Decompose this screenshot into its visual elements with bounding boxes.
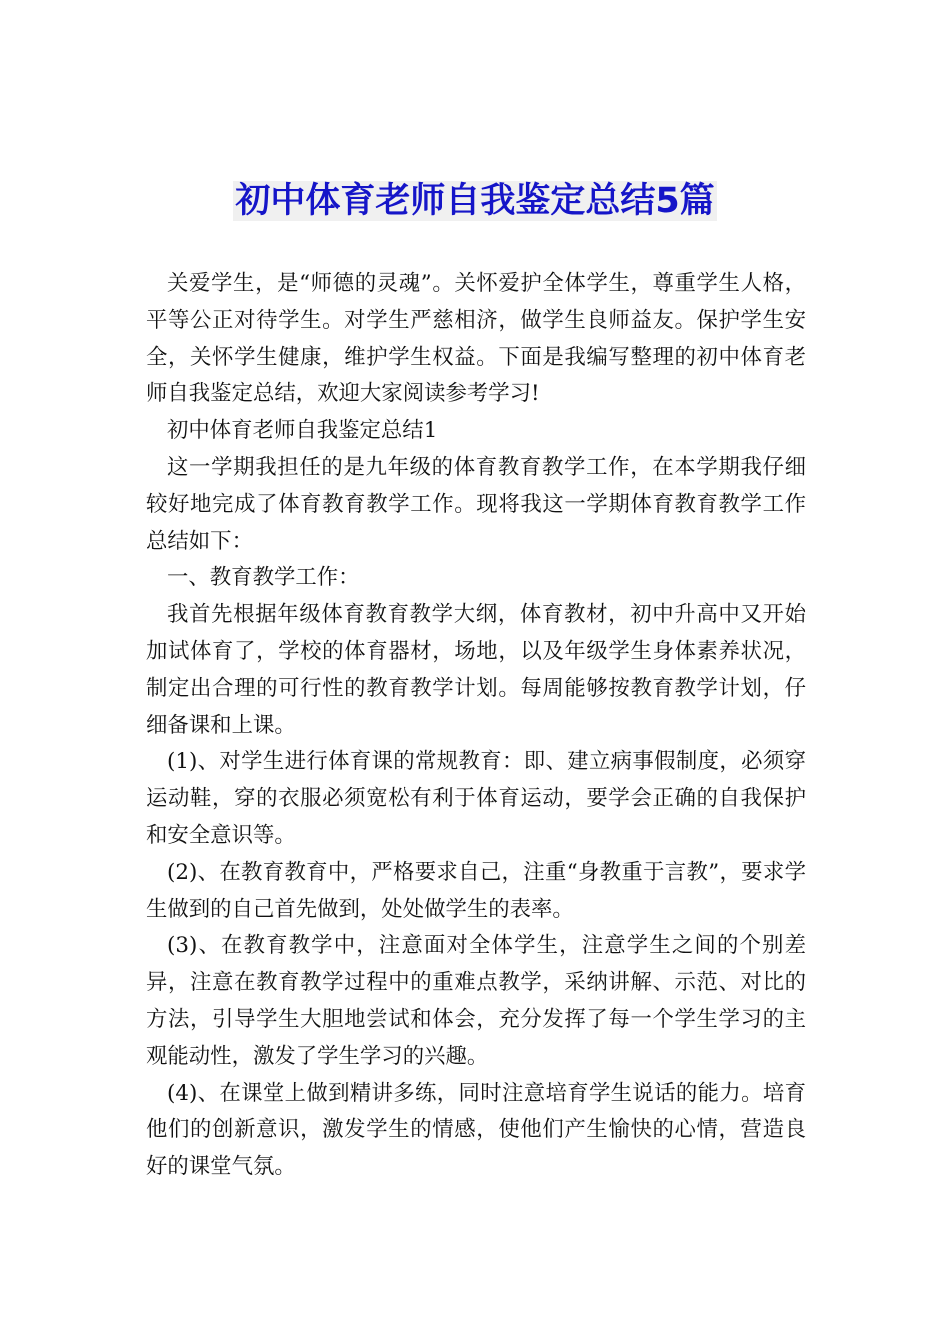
paragraph: 这一学期我担任的是九年级的体育教育教学工作，在本学期我仔细较好地完成了体育教育教学工作。现将我这一学期体育教育教学工作总结如下： [146,454,806,554]
section-heading: 初中体育老师自我鉴定总结1 [167,418,438,444]
document-body [146,266,806,1186]
subsection-heading: 一、教育教学工作： [167,565,360,591]
paragraph-intro: 关爱学生，是“师德的灵魂”。关怀爱护全体学生，尊重学生人格，平等公正对待学生。对学生严慈相济，做学生良师益友。保护学生安全，关怀学生健康，维护学生权益。下面是我编写整理的初中体育老师自我鉴定总结，欢迎大家阅读参考学习! [146,271,806,407]
list-item: (4)、在课堂上做到精讲多练，同时注意培育学生说话的能力。培育他们的创新意识，激发学生的情感，使他们产生愉快的心情，营造良好的课堂气氛。 [146,1080,806,1180]
list-item: (3)、在教育教学中，注意面对全体学生，注意学生之间的个别差异，注意在教育教学过程中的重难点教学，采纳讲解、示范、对比的方法，引导学生大胆地尝试和体会，充分发挥了每一个学生学习的主观能动性，激发了学生学习的兴趣。 [146,933,806,1069]
list-item: (1)、对学生进行体育课的常规教育：即、建立病事假制度，必须穿运动鞋，穿的衣服必须宽松有利于体育运动，要学会正确的自我保护和安全意识等。 [146,749,806,848]
document-title-text: 初中体育老师自我鉴定总结5篇 [235,181,715,221]
document-title [0,172,950,230]
paragraph: 我首先根据年级体育教育教学大纲，体育教材，初中升高中又开始加试体育了，学校的体育器材，场地，以及年级学生身体素养状况，制定出合理的可行性的教育教学计划。每周能够按教育教学计划，仔细备课和上课。 [146,602,806,738]
list-item: (2)、在教育教育中，严格要求自己，注重“身教重于言教”，要求学生做到的自己首先做到，处处做学生的表率。 [146,859,806,922]
